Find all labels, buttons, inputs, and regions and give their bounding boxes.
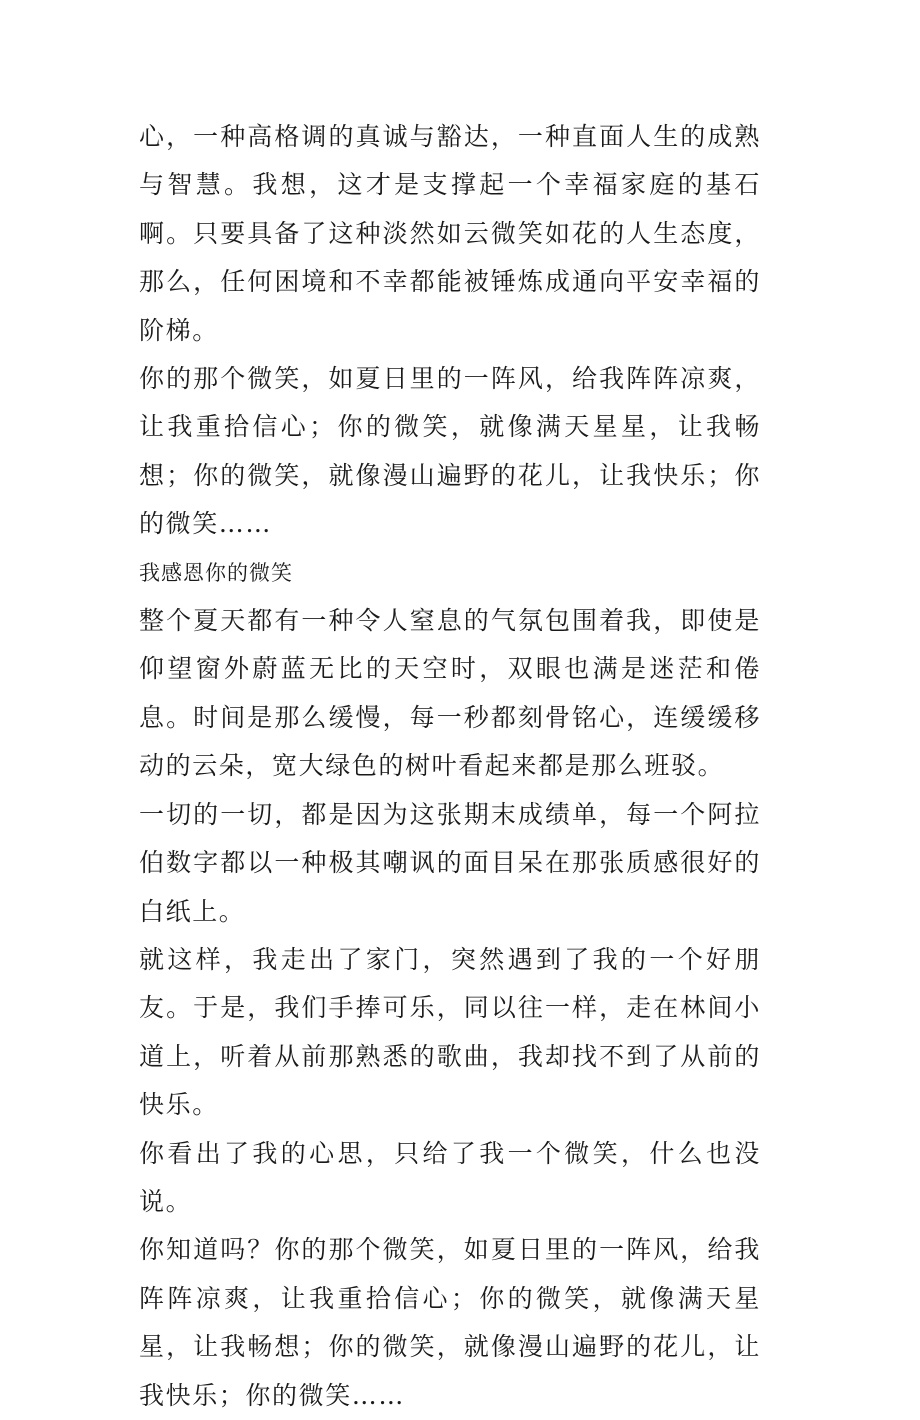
- paragraph-smile-breeze: 你的那个微笑，如夏日里的一阵风，给我阵阵凉爽，让我重拾信心；你的微笑，就像满天星星，让我畅想；你的微笑，就像漫山遍野的花儿，让我快乐；你的微笑……: [139, 364, 761, 539]
- section-title: 我感恩你的微笑: [139, 560, 293, 585]
- paragraph-report-card: 一切的一切，都是因为这张期末成绩单，每一个阿拉伯数字都以一种极其嘲讽的面目呆在那张质感很好的白纸上。: [139, 799, 761, 926]
- paragraph-do-you-know: 你知道吗？你的那个微笑，如夏日里的一阵风，给我阵阵凉爽，让我重拾信心；你的微笑，就像满天星星，让我畅想；你的微笑，就像漫山遍野的花儿，让我快乐；你的微笑……: [139, 1235, 761, 1410]
- paragraph-attitude: 心，一种高格调的真诚与豁达，一种直面人生的成熟与智慧。我想，这才是支撑起一个幸福家庭的基石啊。只要具备了这种淡然如云微笑如花的人生态度，那么，任何困境和不幸都能被锤炼成通向平安幸福的阶梯。: [139, 122, 761, 345]
- document-body: [139, 113, 761, 1420]
- paragraph-summer: 整个夏天都有一种令人窒息的气氛包围着我，即使是仰望窗外蔚蓝无比的天空时，双眼也满是迷茫和倦息。时间是那么缓慢，每一秒都刻骨铭心，连缓缓移动的云朵，宽大绿色的树叶看起来都是那么班驳。: [139, 606, 761, 781]
- paragraph-understood: 你看出了我的心思，只给了我一个微笑，什么也没说。: [139, 1138, 761, 1216]
- paragraph-friend: 就这样，我走出了家门，突然遇到了我的一个好朋友。于是，我们手捧可乐，同以往一样，走在林间小道上，听着从前那熟悉的歌曲，我却找不到了从前的快乐。: [139, 944, 761, 1120]
